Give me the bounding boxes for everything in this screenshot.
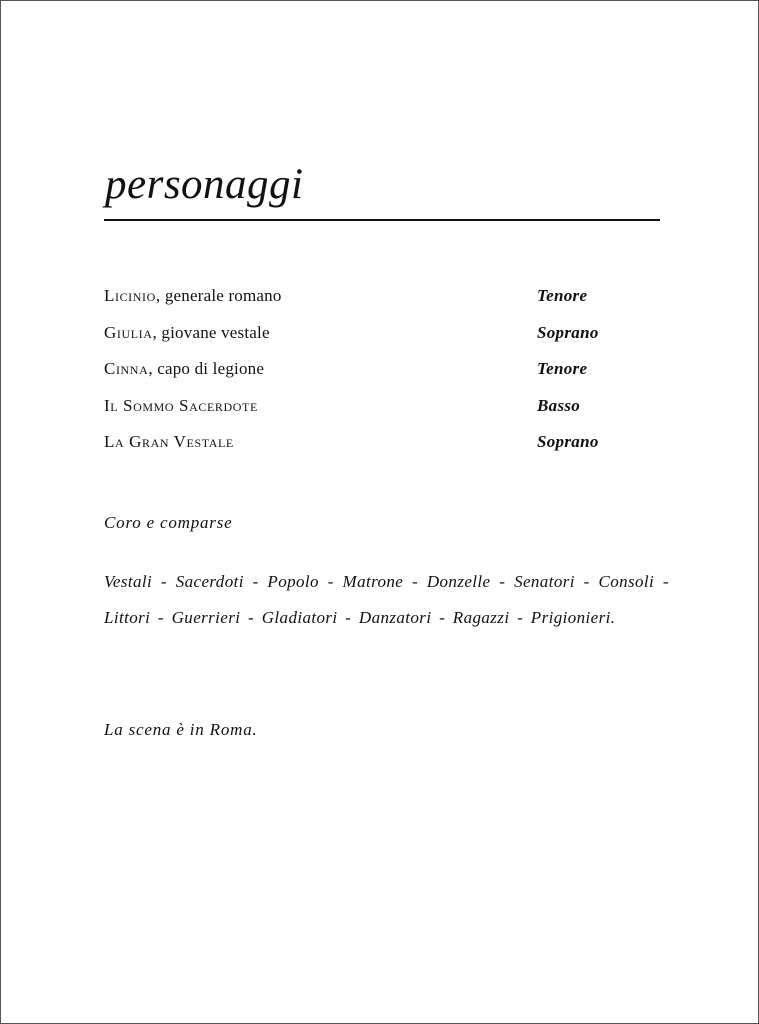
voice-type: Soprano	[537, 322, 599, 342]
cast-list	[104, 285, 624, 468]
role-name-text: Cinna	[104, 359, 149, 378]
voice-type: Tenore	[537, 286, 588, 305]
cast-row-licinio	[104, 285, 624, 322]
role-description: , capo di legione	[148, 359, 265, 378]
role-name	[104, 322, 270, 344]
cast-row-cinna	[104, 358, 624, 395]
role-name	[104, 285, 282, 307]
role-name-text: Il Sommo Sacerdote	[104, 395, 258, 415]
voice-type: Tenore	[537, 359, 588, 378]
role-name	[104, 431, 234, 453]
role-description: , giovane vestale	[152, 322, 270, 342]
role-name-text: Giulia	[104, 322, 153, 342]
cast-row-giulia	[104, 322, 624, 359]
role-name	[104, 358, 264, 380]
role-description: , generale romano	[155, 286, 282, 305]
cast-row-sommo-sacerdote	[104, 395, 624, 432]
chorus-list: Vestali - Sacerdoti - Popolo - Matrone - Donzelle - Senatori - Consoli - Littori - Guerrieri - Gladiatori - Danzatori - Ragazzi - Prigionieri.	[104, 572, 669, 627]
cast-row-gran-vestale	[104, 431, 624, 468]
setting-note: La scena è in Roma.	[104, 720, 258, 739]
page-title: personaggi	[105, 161, 304, 208]
role-name-text: Licinio	[104, 286, 156, 305]
chorus-heading: Coro e comparse	[104, 513, 233, 532]
voice-type: Soprano	[537, 432, 599, 451]
voice-type: Basso	[537, 395, 581, 415]
role-name	[104, 395, 258, 417]
role-name-text: La Gran Vestale	[104, 432, 234, 451]
title-underline	[104, 219, 660, 221]
